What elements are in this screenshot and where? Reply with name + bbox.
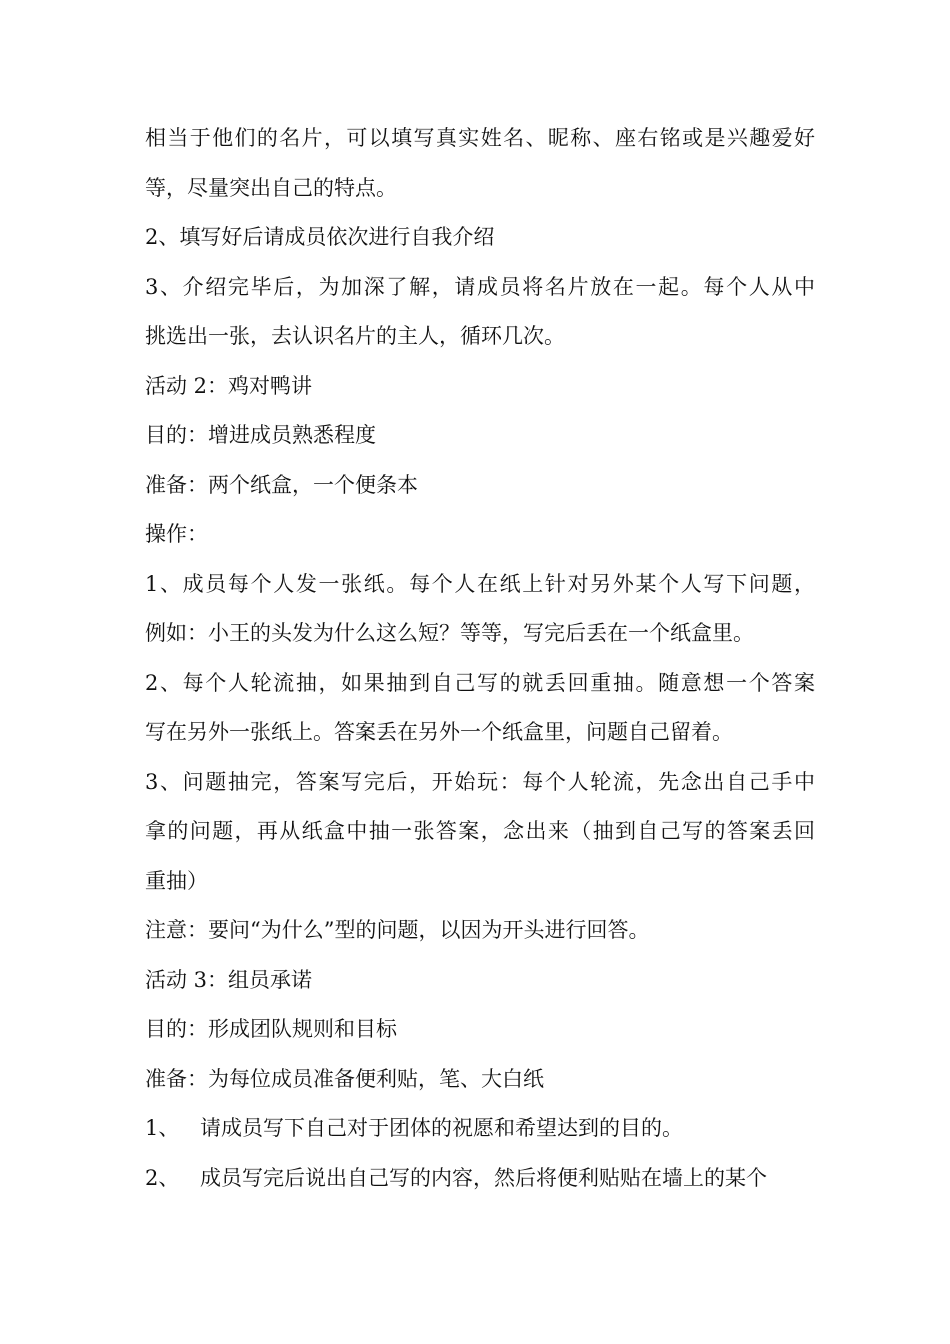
paragraph-line: 重抽） xyxy=(145,868,208,893)
paragraph-line: 2、填写好后请成员依次进行自我介绍 xyxy=(145,225,495,249)
paragraph-line: 目的：形成团队规则和目标 xyxy=(145,1017,397,1041)
activity-heading: 活动 3：组员承诺 xyxy=(145,967,313,992)
list-item-text: 成员写完后说出自己写的内容，然后将便利贴贴在墙上的某个 xyxy=(200,1165,767,1190)
paragraph-line: 目的：增进成员熟悉程度 xyxy=(145,423,376,447)
paragraph-line: 准备：为每位成员准备便利贴，笔、大白纸 xyxy=(145,1066,544,1091)
numbered-list-item xyxy=(145,1104,815,1154)
paragraph-line: 相当于他们的名片，可以填写真实姓名、昵称、座右铭或是兴趣爱好 xyxy=(145,126,815,150)
list-item-text: 请成员写下自己对于团体的祝愿和希望达到的目的。 xyxy=(200,1116,683,1140)
paragraph-line: 挑选出一张，去认识名片的主人，循环几次。 xyxy=(145,324,565,348)
paragraph-line: 准备：两个纸盒，一个便条本 xyxy=(145,472,418,497)
activity-heading: 活动 2：鸡对鸭讲 xyxy=(145,373,313,398)
paragraph-line: 例如：小王的头发为什么这么短？等等，写完后丢在一个纸盒里。 xyxy=(145,621,754,645)
paragraph-line: 写在另外一张纸上。答案丢在另外一个纸盒里，问题自己留着。 xyxy=(145,720,733,744)
list-number: 2、 xyxy=(145,1165,180,1190)
paragraph-line: 注意：要问“为什么”型的问题，以因为开头进行回答。 xyxy=(145,918,650,942)
paragraph-line: 等，尽量突出自己的特点。 xyxy=(145,175,397,200)
paragraph-line: 拿的问题，再从纸盒中抽一张答案，念出来（抽到自己写的答案丢回 xyxy=(145,819,815,843)
list-number: 1、 xyxy=(145,1116,180,1140)
paragraph-line: 3、介绍完毕后，为加深了解，请成员将名片放在一起。每个人从中 xyxy=(145,274,815,299)
paragraph-line: 操作： xyxy=(145,522,208,546)
document-body xyxy=(145,114,815,1203)
paragraph-line: 2、每个人轮流抽，如果抽到自己写的就丢回重抽。随意想一个答案 xyxy=(145,670,815,695)
numbered-list-item xyxy=(145,1154,815,1204)
paragraph-line: 3、问题抽完，答案写完后，开始玩：每个人轮流，先念出自己手中 xyxy=(145,769,815,794)
paragraph-line: 1、成员每个人发一张纸。每个人在纸上针对另外某个人写下问题， xyxy=(145,571,815,596)
